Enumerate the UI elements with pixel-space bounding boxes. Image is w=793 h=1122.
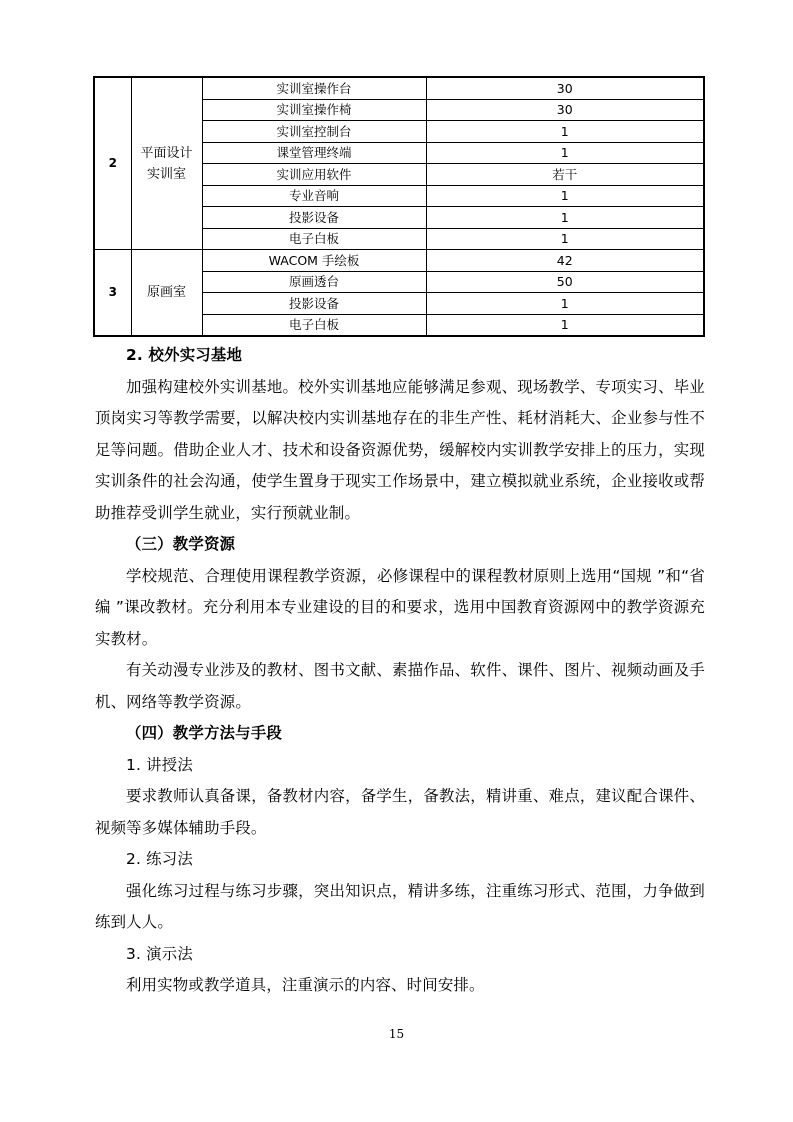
body-paragraph: 要求教师认真备课，备教材内容，备学生，备教法，精讲重、难点，建议配合课件、视频等多媒体辅助手段。 bbox=[95, 787, 705, 837]
subsection-label: 3. 演示法 bbox=[126, 944, 193, 963]
quantity-cell: 30 bbox=[426, 77, 704, 99]
equipment-name-cell: 专业音响 bbox=[202, 185, 426, 207]
equipment-name-cell: 实训室操作台 bbox=[202, 77, 426, 99]
room-name-cell bbox=[131, 250, 202, 337]
equipment-name-cell: 实训室控制台 bbox=[202, 121, 426, 143]
body-paragraph: 学校规范、合理使用课程教学资源，必修课程中的课程教材原则上选用“国规 ”和“省编 ”课改教材。充分利用本专业建设的目的和要求，选用中国教育资源网中的教学资源充实教材。 bbox=[95, 566, 705, 648]
table-row bbox=[94, 77, 704, 99]
quantity-cell: 30 bbox=[426, 99, 704, 121]
section-heading: （四）教学方法与手段 bbox=[126, 724, 282, 742]
equipment-table-body bbox=[94, 77, 704, 336]
equipment-name-cell: 课堂管理终端 bbox=[202, 142, 426, 164]
equipment-name-cell: 电子白板 bbox=[202, 228, 426, 250]
room-name-line: 平面设计 bbox=[140, 145, 193, 161]
equipment-name-cell: 实训应用软件 bbox=[202, 164, 426, 186]
quantity-cell: 1 bbox=[426, 142, 704, 164]
equipment-name-cell: WACOM 手绘板 bbox=[202, 250, 426, 272]
group-number-cell: 3 bbox=[94, 250, 131, 337]
equipment-name-cell: 电子白板 bbox=[202, 314, 426, 336]
body-paragraph: 利用实物或教学道具，注重演示的内容、时间安排。 bbox=[126, 976, 485, 994]
body-paragraph: 强化练习过程与练习步骤，突出知识点，精讲多练，注重练习形式、范围，力争做到练到人人。 bbox=[95, 881, 705, 931]
equipment-name-cell: 投影设备 bbox=[202, 293, 426, 315]
section-heading: （三）教学资源 bbox=[126, 535, 236, 553]
subsection-label: 2. 练习法 bbox=[126, 850, 193, 868]
body-paragraph: 有关动漫专业涉及的教材、图书文献、素描作品、软件、课件、图片、视频动画及手机、网络等教学资源。 bbox=[95, 661, 705, 711]
equipment-name-cell: 投影设备 bbox=[202, 207, 426, 229]
section-heading: 2. 校外实习基地 bbox=[126, 346, 243, 364]
quantity-cell: 1 bbox=[426, 121, 704, 143]
room-name-line: 原画室 bbox=[146, 285, 186, 300]
equipment-name-cell: 原画透台 bbox=[202, 271, 426, 293]
page-number: 15 bbox=[388, 1027, 405, 1041]
subsection-label: 1. 讲授法 bbox=[126, 755, 193, 774]
quantity-cell: 1 bbox=[426, 207, 704, 229]
quantity-cell: 若干 bbox=[426, 164, 704, 186]
table-row bbox=[94, 250, 704, 272]
quantity-cell: 50 bbox=[426, 271, 704, 293]
document-body bbox=[95, 340, 705, 1002]
quantity-cell: 1 bbox=[426, 228, 704, 250]
quantity-cell: 42 bbox=[426, 250, 704, 272]
room-name-line: 实训室 bbox=[146, 166, 186, 182]
quantity-cell: 1 bbox=[426, 293, 704, 315]
group-number-cell: 2 bbox=[94, 77, 131, 250]
equipment-name-cell: 实训室操作椅 bbox=[202, 99, 426, 121]
quantity-cell: 1 bbox=[426, 185, 704, 207]
body-paragraph: 加强构建校外实训基地。校外实训基地应能够满足参观、现场教学、专项实习、毕业顶岗实习等教学需要，以解决校内实训基地存在的非生产性、耗材消耗大、企业参与性不足等问题。借助企业人才、技术和设备资源优势，缓解校内实训教学安排上的压力，实现实训条件的社会沟通，使学生置身于现实工作场景中，建立模拟就业系统，企业接收或帮助推荐受训学生就业，实行预就业制。 bbox=[95, 377, 705, 522]
equipment-table-wrapper bbox=[93, 76, 703, 337]
equipment-table bbox=[93, 76, 705, 337]
quantity-cell: 1 bbox=[426, 314, 704, 336]
room-name-cell bbox=[131, 77, 202, 250]
